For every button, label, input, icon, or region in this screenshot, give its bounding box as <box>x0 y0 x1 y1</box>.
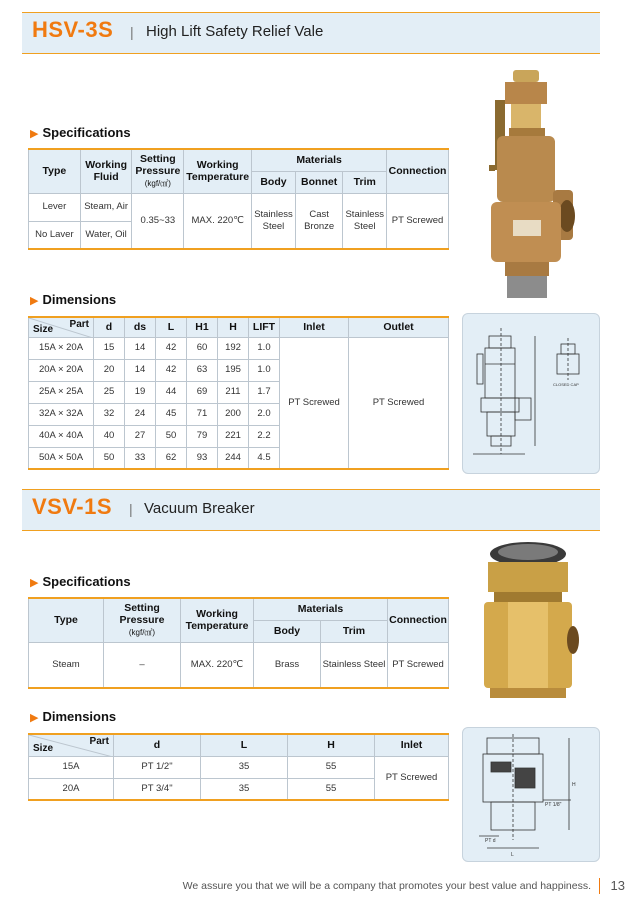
vsv-dim-table <box>28 733 449 801</box>
col-lift: LIFT <box>249 317 280 337</box>
vsv-dim-heading: ▶ Dimensions <box>30 709 117 724</box>
col-inlet: Inlet <box>375 734 449 756</box>
col-connection: Connection <box>388 598 449 642</box>
vsv-valve-photo <box>478 540 588 700</box>
h-label: H <box>572 782 576 788</box>
table-row: 20A PT 3/4" 35 55 <box>29 778 449 800</box>
table-row: 25A × 25A 25 19 44 69 211 1.7 <box>29 381 449 403</box>
footer-slogan: We assure you that we will be a company that promotes your best value and happiness. <box>182 880 591 892</box>
hsv-header <box>22 12 600 54</box>
col-type: Type <box>29 598 104 642</box>
part-size-corner: Part Size <box>29 317 94 337</box>
cell-body: Brass <box>254 642 321 688</box>
cell-connection: PT Screwed <box>387 193 449 249</box>
col-L: L <box>201 734 288 756</box>
cell-inlet: PT Screwed <box>280 337 349 469</box>
table-row: 40A × 40A 40 27 50 79 221 2.2 <box>29 425 449 447</box>
col-ds: ds <box>125 317 156 337</box>
triangle-bullet-icon: ▶ <box>30 128 39 140</box>
cell-bonnet: Cast Bronze <box>295 193 343 249</box>
cell-type: Lever <box>29 193 81 221</box>
col-d: d <box>114 734 201 756</box>
l-label: L <box>511 852 514 858</box>
cell-temp: MAX. 220℃ <box>184 193 252 249</box>
hsv-dim-heading: ▶ Dimensions <box>30 292 117 307</box>
col-fluid: Working Fluid <box>80 149 132 193</box>
triangle-bullet-icon: ▶ <box>30 295 39 307</box>
cell-pressure: – <box>104 642 181 688</box>
table-row: 15A PT 1/2" 35 55 PT Screwed <box>29 756 449 778</box>
cell-body: Stainless Steel <box>252 193 296 249</box>
vsv-code: VSV-1S <box>32 494 113 519</box>
vsv-separator: | <box>129 501 133 517</box>
hsv-spec-table <box>28 148 449 250</box>
cell-inlet: PT Screwed <box>375 756 449 800</box>
col-connection: Connection <box>387 149 449 193</box>
cell-type: No Laver <box>29 221 81 249</box>
cell-pressure: 0.35~33 <box>132 193 184 249</box>
col-materials: Materials <box>254 598 388 620</box>
col-L: L <box>156 317 187 337</box>
vsv-dimension-diagram <box>462 727 600 862</box>
col-trim: Trim <box>321 620 388 642</box>
hsv-valve-photo <box>475 70 585 300</box>
col-temp: Working Temperature <box>181 598 254 642</box>
cell-outlet: PT Screwed <box>349 337 449 469</box>
part-size-corner: Part Size <box>29 734 114 756</box>
pt-top-label: PT 1/8" <box>545 802 562 808</box>
triangle-bullet-icon: ▶ <box>30 577 39 589</box>
col-outlet: Outlet <box>349 317 449 337</box>
vsv-spec-heading: ▶ Specifications <box>30 574 131 589</box>
footer <box>0 872 635 909</box>
pt-d-label: PT d <box>485 838 496 844</box>
vsv-header <box>22 489 600 531</box>
cell-temp: MAX. 220℃ <box>181 642 254 688</box>
col-H: H <box>288 734 375 756</box>
cell-trim: Stainless Steel <box>321 642 388 688</box>
closed-cap-label: CLOSED CAP <box>553 382 579 387</box>
col-body: Body <box>252 171 296 193</box>
col-pressure: Setting Pressure (kgf/㎠) <box>104 598 181 642</box>
hsv-dimension-diagram <box>462 313 600 474</box>
hsv-dim-table <box>28 316 449 470</box>
cell-type: Steam <box>29 642 104 688</box>
table-row: 50A × 50A 50 33 62 93 244 4.5 <box>29 447 449 469</box>
col-bonnet: Bonnet <box>295 171 343 193</box>
col-type: Type <box>29 149 81 193</box>
hsv-title: High Lift Safety Relief Vale <box>146 23 324 40</box>
vsv-spec-table <box>28 597 449 689</box>
col-pressure: Setting Pressure (kgf/㎠) <box>132 149 184 193</box>
table-row: 20A × 20A 20 14 42 63 195 1.0 <box>29 359 449 381</box>
col-body: Body <box>254 620 321 642</box>
table-row: 15A × 20A 15 14 42 60 192 1.0 PT Screwed PT Screwed <box>29 337 449 359</box>
col-inlet: Inlet <box>280 317 349 337</box>
cell-fluid: Water, Oil <box>80 221 132 249</box>
hsv-code: HSV-3S <box>32 17 114 42</box>
table-row: 32A × 32A 32 24 45 71 200 2.0 <box>29 403 449 425</box>
hsv-separator: | <box>130 24 134 40</box>
footer-divider <box>599 878 600 894</box>
col-d: d <box>94 317 125 337</box>
col-H: H <box>218 317 249 337</box>
page-number: 13 <box>610 878 625 893</box>
hsv-spec-heading: ▶ Specifications <box>30 125 131 140</box>
col-trim: Trim <box>343 171 387 193</box>
cell-connection: PT Screwed <box>388 642 449 688</box>
col-H1: H1 <box>187 317 218 337</box>
cell-trim: Stainless Steel <box>343 193 387 249</box>
col-temp: Working Temperature <box>184 149 252 193</box>
vsv-title: Vacuum Breaker <box>144 500 255 517</box>
col-materials: Materials <box>252 149 387 171</box>
cell-fluid: Steam, Air <box>80 193 132 221</box>
triangle-bullet-icon: ▶ <box>30 712 39 724</box>
